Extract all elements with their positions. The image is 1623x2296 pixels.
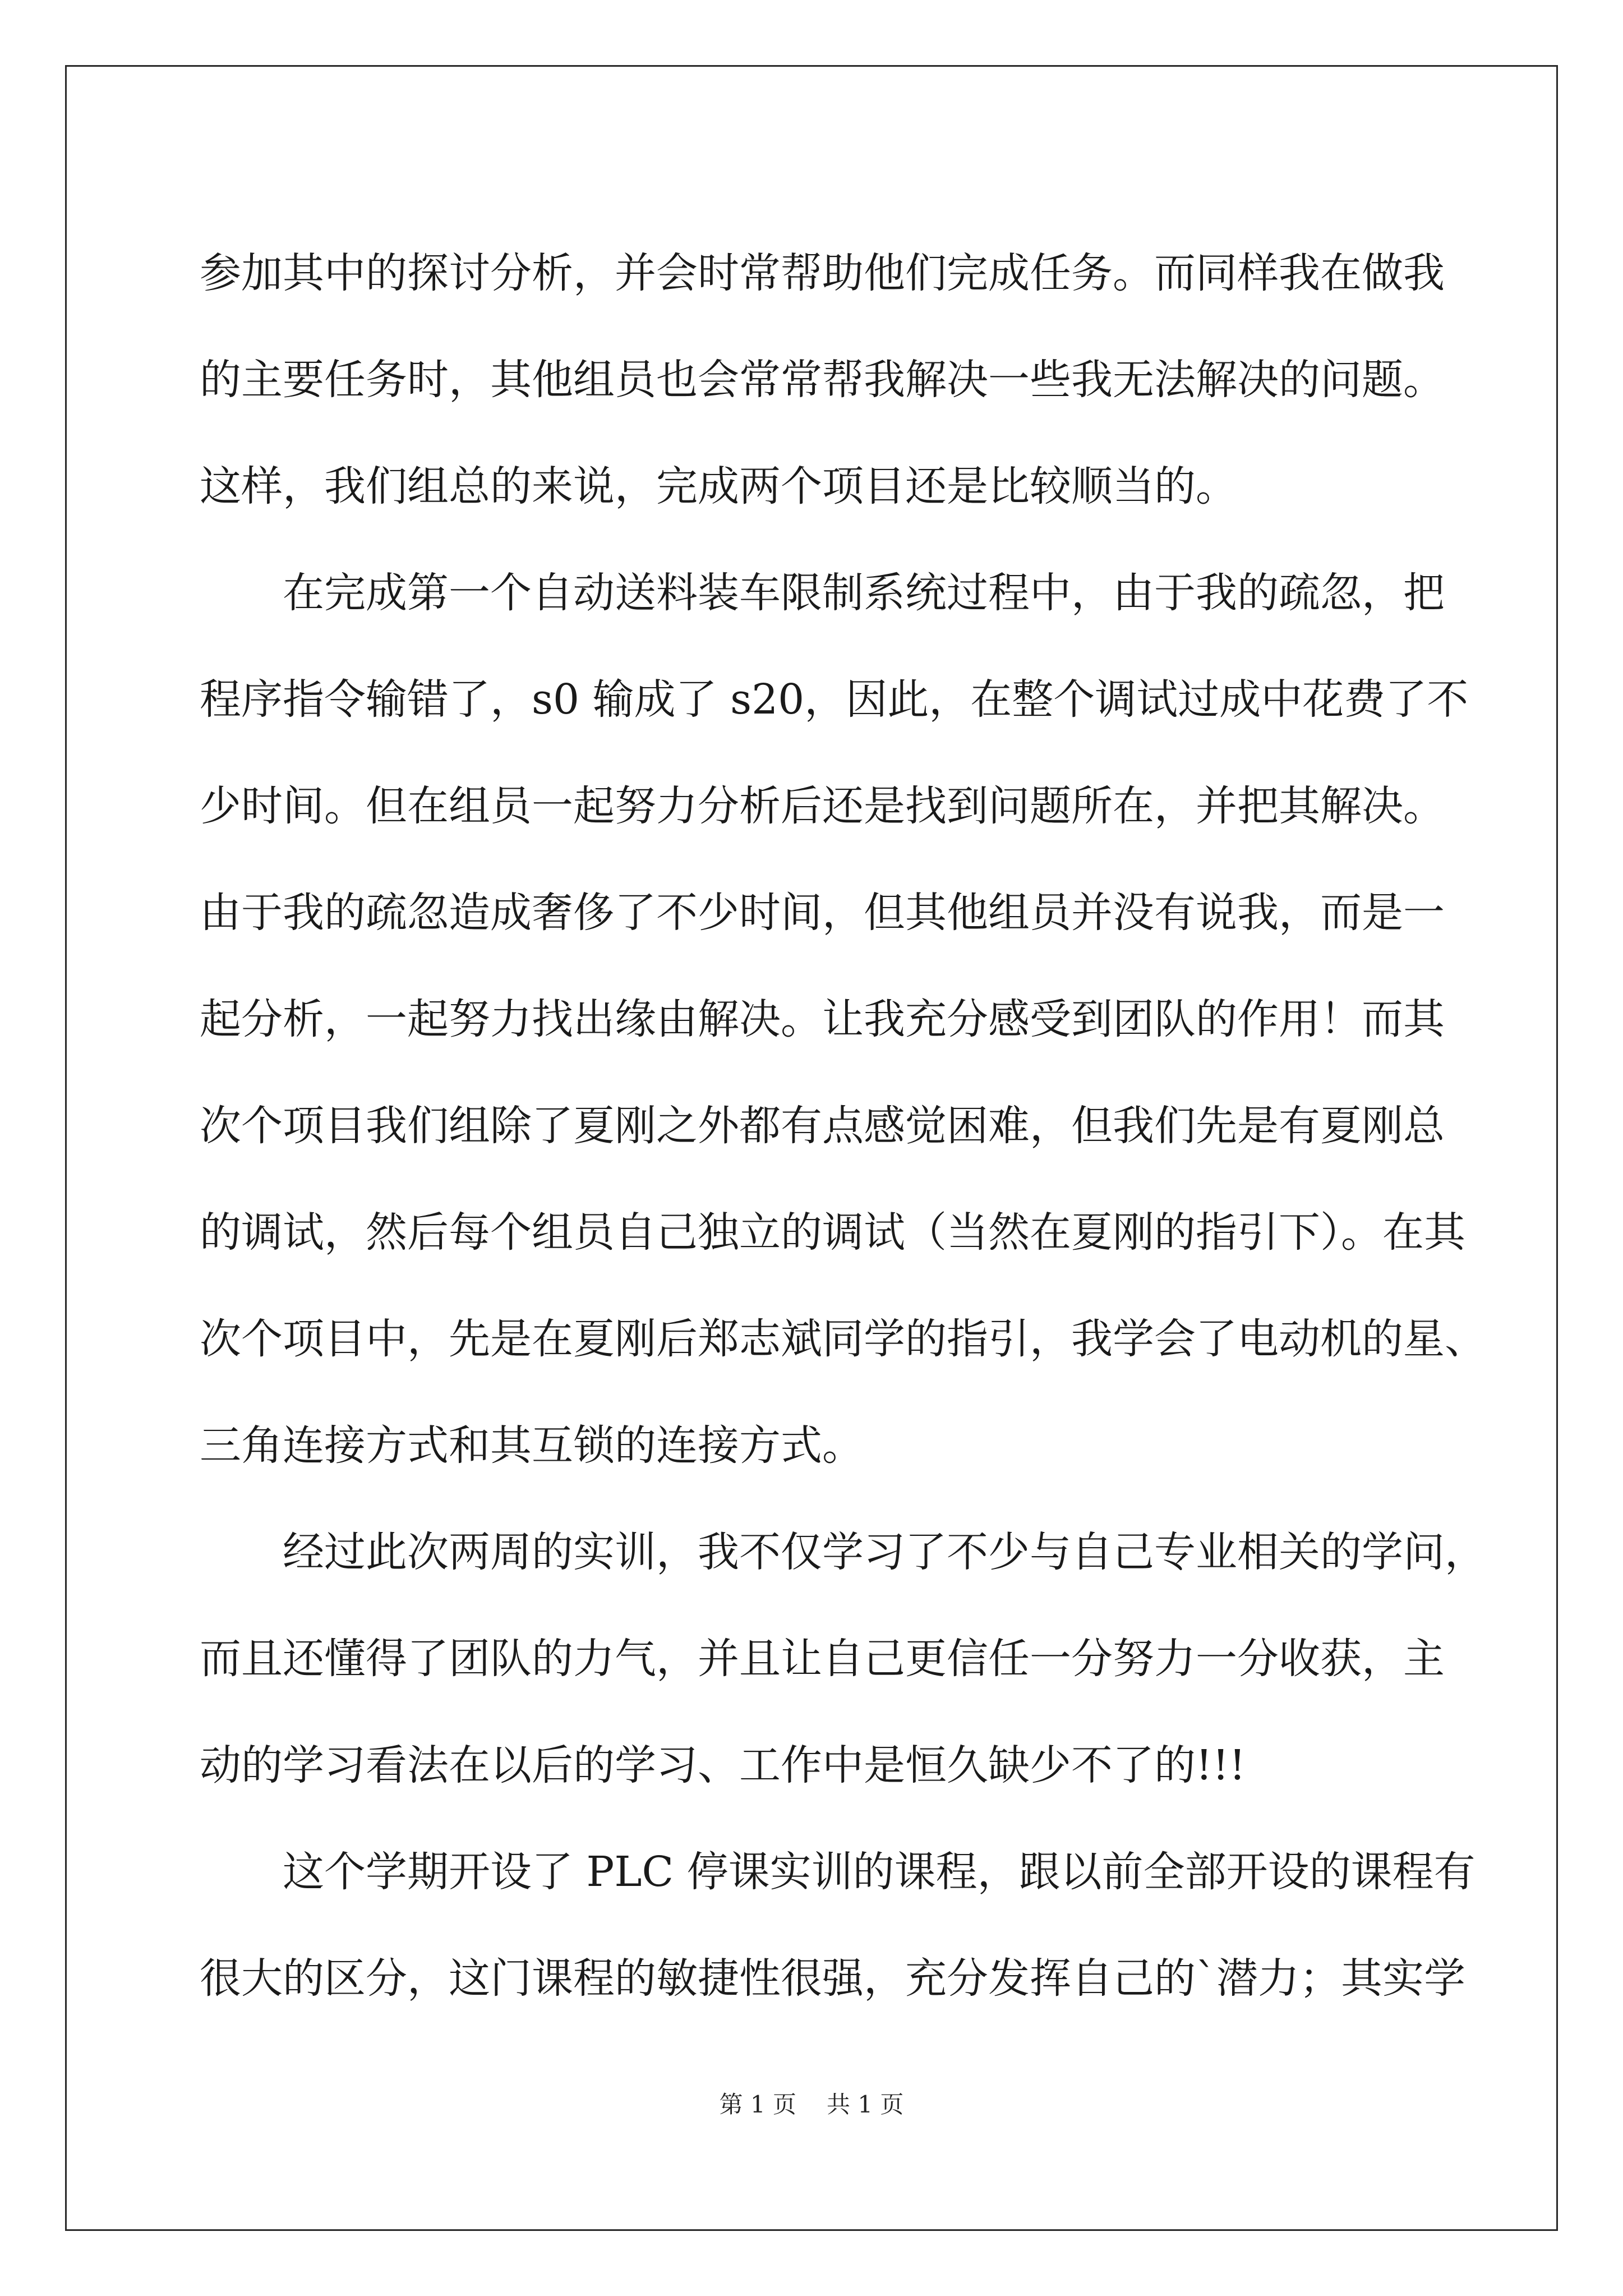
text-line: 的调试，然后每个组员自己独立的调试（当然在夏刚的指引下）。在其 <box>200 1208 1465 1257</box>
text-line: 经过此次两周的实训，我不仅学习了不少与自己专业相关的学问， <box>283 1528 1486 1576</box>
text-line: 次个项目我们组除了夏刚之外都有点感觉困难，但我们先是有夏刚总 <box>200 1102 1445 1150</box>
text-line: 由于我的疏忽造成奢侈了不少时间，但其他组员并没有说我，而是一 <box>200 889 1445 937</box>
text-line: 的主要任务时，其他组员也会常常帮我解决一些我无法解决的问题。 <box>200 356 1445 404</box>
page-footer <box>0 2088 1623 2122</box>
text-line: 动的学习看法在以后的学习、工作中是恒久缺少不了的!!! <box>200 1741 1246 1789</box>
text-line: 在完成第一个自动送料装车限制系统过程中，由于我的疏忽，把 <box>283 569 1445 617</box>
text-line: 少时间。但在组员一起努力分析后还是找到问题所在，并把其解决。 <box>200 782 1445 830</box>
text-line: 程序指令输错了，s0 输成了 s20，因此，在整个调试过成中花费了不 <box>200 675 1469 724</box>
text-line: 起分析，一起努力找出缘由解决。让我充分感受到团队的作用！而其 <box>200 995 1445 1043</box>
text-line: 很大的区分，这门课程的敏捷性很强，充分发挥自己的`潜力；其实学 <box>200 1954 1465 2003</box>
text-line: 这样，我们组总的来说，完成两个项目还是比较顺当的。 <box>200 462 1237 510</box>
text-line: 次个项目中，先是在夏刚后郑志斌同学的指引，我学会了电动机的星、 <box>200 1315 1486 1363</box>
text-line: 参加其中的探讨分析，并会时常帮助他们完成任务。而同样我在做我 <box>200 249 1445 297</box>
text-line: 这个学期开设了 PLC 停课实训的课程，跟以前全部开设的课程有 <box>283 1848 1476 1896</box>
text-line: 三角连接方式和其互锁的连接方式。 <box>200 1421 864 1470</box>
document-body <box>200 220 1486 2032</box>
page-number: 第 1 页 <box>719 2091 796 2118</box>
page-total: 共 1 页 <box>827 2091 904 2118</box>
text-line: 而且还懂得了团队的力气，并且让自己更信任一分努力一分收获，主 <box>200 1635 1445 1683</box>
